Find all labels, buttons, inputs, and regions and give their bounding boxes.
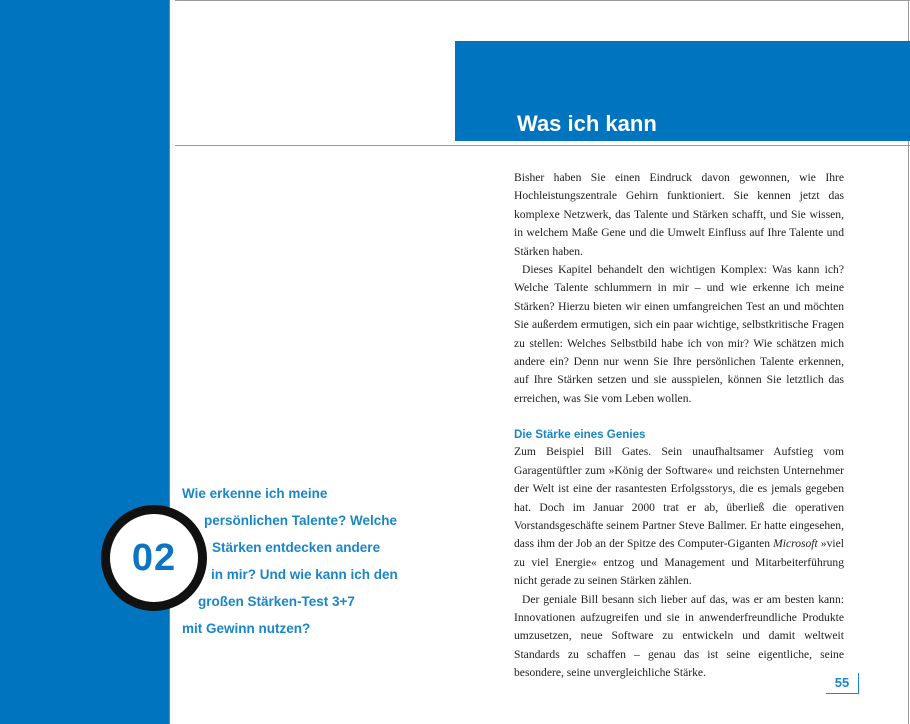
paragraph-1: Bisher haben Sie einen Eindruck davon gewonnen, wie Ihre Hochleistungszentrale Gehirn funktioniert. Sie kennen jetzt das komplexe Netzwerk, das Talente und Stärken schafft, und Sie wissen, in welchem Maße Gene und die Umwelt Einfluss auf Ihre Talente und Stärken haben. — [514, 171, 844, 258]
header-rule — [175, 145, 910, 146]
microsoft-italic: Microsoft — [773, 537, 818, 551]
paragraph-3-start: Zum Beispiel Bill Gates. Sein unaufhaltsamer Aufstieg vom Garagentüftler zum »König der Software« und reichsten Unternehmer der Welt ist eine der rasantesten Erfolgsstorys, die es jemals gegeben hat. Doch im Januar 2000 trat er ab, überließ die operativen Vorstandsgeschäfte seinem Partner Steve Ballmer. Er hatte eingesehen, dass ihm der Job an der Spitze des Computer-Giganten — [514, 445, 844, 551]
chapter-circle — [101, 505, 207, 611]
top-rule — [175, 0, 910, 1]
intro-line-3: Stärken entdecken andere — [212, 540, 381, 555]
intro-line-4: in mir? Und wie kann ich den — [211, 567, 398, 582]
band-divider — [169, 0, 176, 724]
intro-line-1: Wie erkenne ich meine — [182, 486, 328, 501]
paragraph-3 — [514, 443, 844, 590]
left-blue-band — [0, 0, 169, 724]
page-title: Was ich kann — [517, 111, 657, 136]
intro-line-5: großen Stärken-Test 3+7 — [198, 594, 355, 609]
intro-line-2: persönlichen Talente? Welche — [204, 513, 398, 528]
intro-line-6: mit Gewinn nutzen? — [182, 621, 311, 636]
paragraph-4: Der geniale Bill besann sich lieber auf das, was er am besten kann: Innovationen aufzugreifen und sie in anwenderfreundliche Produkte umzusetzen, neue Software zu entwickeln und damit weltweit Standards zu schaffen – genau das ist seine eigentliche, seine besondere, seine unvergleichliche Stärke. — [514, 592, 844, 680]
subheading: Die Stärke eines Genies — [514, 428, 646, 442]
body-text — [514, 169, 844, 683]
paragraph-2: Dieses Kapitel behandelt den wichtigen Komplex: Was kann ich? Welche Talente schlummern in mir – und wie erkenne ich meine Stärken? Hierzu bieten wir einen umfangreichen Test an und möchten Sie außerdem ermutigen, sich ein paar wichtige, selbstkritische Fragen zu stellen: Welches Selbstbild habe ich von mir? Wie schätzen mich andere ein? Denn nur wenn Sie Ihre persönlichen Talente erkennen, auf Ihre Stärken setzen und sie ausspielen, können Sie letztlich das erreichen, was Sie vom Leben wollen. — [514, 263, 844, 405]
page-number: 55 — [826, 673, 859, 694]
paragraph-3-end: »viel zu viel Energie« entzog und Management und Mitarbeiterführung nicht gerade zu seinen Stärken zählen. — [514, 537, 844, 588]
chapter-number: 02 — [131, 536, 177, 579]
